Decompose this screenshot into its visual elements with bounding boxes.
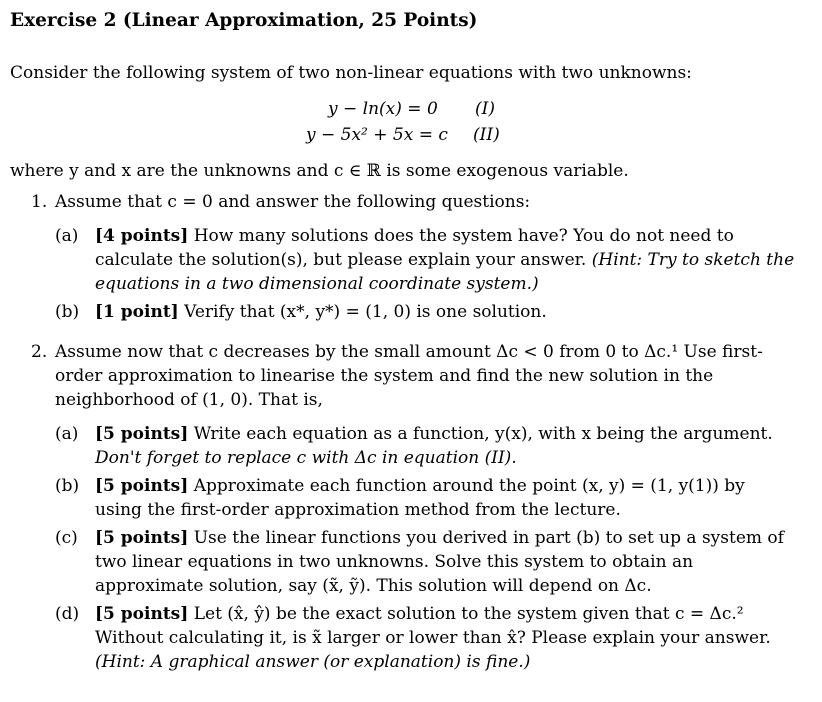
part-text: Write each equation as a function, y(x), with x being the argument. — [188, 424, 773, 444]
where-text: where y and x are the unknowns and c ∈ ℝ is some exogenous variable. — [10, 161, 629, 181]
question-2-text: Assume now that c decreases by the small amount Δc < 0 from 0 to Δc.¹ Use first-order approximation to linearise the system and find the new solution in the neighborhood of (1, 0). That is, — [55, 342, 763, 410]
equation-1-tag: (I) — [475, 99, 495, 119]
points-badge: [4 points] — [95, 226, 189, 246]
equation-system — [10, 96, 796, 148]
equation-1-formula: y − ln(x) = 0 — [328, 99, 438, 119]
points-badge: [5 points] — [95, 476, 189, 496]
part-label: (b) — [55, 302, 80, 322]
part-label: (b) — [55, 476, 80, 496]
part-text: How many solutions does the system have? You do not need to calculate the solution(s), but please explain your answer. — [95, 226, 734, 270]
part-label: (c) — [55, 528, 78, 548]
question-2-parts — [55, 422, 796, 674]
points-badge: [1 point] — [95, 302, 179, 322]
part-label: (d) — [55, 604, 80, 624]
question-1 — [10, 190, 796, 324]
points-badge: [5 points] — [95, 424, 189, 444]
hint-text: Don't forget to replace c with Δc in equation (II). — [95, 448, 517, 468]
question-2 — [10, 340, 796, 674]
exercise-title: Exercise 2 (Linear Approximation, 25 Points) — [10, 10, 478, 31]
part-label: (a) — [55, 424, 79, 444]
points-badge: [5 points] — [95, 528, 189, 548]
question-2b — [55, 474, 796, 522]
question-2c — [55, 526, 796, 598]
equation-2-tag: (II) — [473, 125, 500, 145]
question-2-number: 2. — [31, 342, 48, 362]
intro-text: Consider the following system of two non-linear equations with two unknowns: — [10, 63, 692, 83]
question-1a — [55, 224, 796, 296]
part-text: Verify that (x*, y*) = (1, 0) is one solution. — [178, 302, 547, 322]
hint-text: (Hint: Try to sketch the equations in a two dimensional coordinate system.) — [95, 250, 795, 294]
part-text: Approximate each function around the point (x, y) = (1, y(1)) by using the first-order approximation method from the lecture. — [95, 476, 745, 520]
equation-1 — [10, 96, 796, 122]
hint-text: (Hint: A graphical answer (or explanation) is fine.) — [95, 652, 531, 672]
part-text: Use the linear functions you derived in part (b) to set up a system of two linear equations in two unknowns. Solve this system to obtain an approximate solution, say (x̃, ỹ). This solution will depend on Δc. — [95, 528, 784, 596]
question-list — [10, 190, 796, 674]
part-text: Let (x̂, ŷ) be the exact solution to the system given that c = Δc.² Without calculating it, is x̃ larger or lower than x̂? Please explain your answer. — [95, 604, 771, 648]
equation-2-formula: y − 5x² + 5x = c — [306, 125, 448, 145]
question-1-text: Assume that c = 0 and answer the following questions: — [55, 192, 531, 212]
points-badge: [5 points] — [95, 604, 189, 624]
question-1b — [55, 300, 796, 324]
question-1-parts — [55, 224, 796, 324]
equation-2 — [10, 122, 796, 148]
question-2d — [55, 602, 796, 674]
question-1-number: 1. — [31, 192, 48, 212]
question-2a — [55, 422, 796, 470]
part-label: (a) — [55, 226, 79, 246]
